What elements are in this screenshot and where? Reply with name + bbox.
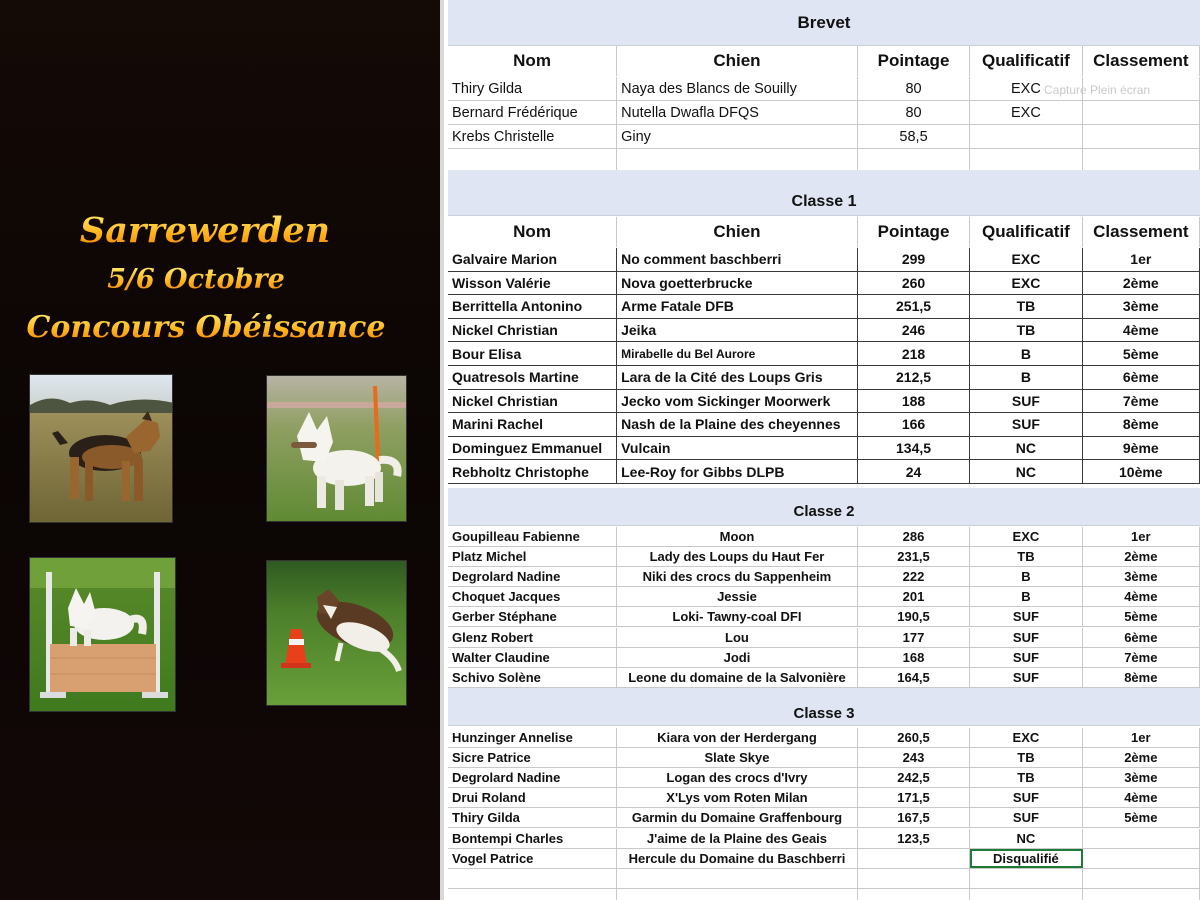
results-spreadsheet	[440, 0, 1200, 900]
cell-classement[interactable]: 4ème	[1083, 319, 1200, 342]
cell-classement[interactable]	[1083, 869, 1200, 888]
poster-subtitle: Concours Obéissance	[0, 310, 426, 345]
table-row	[448, 829, 1200, 849]
cell-qualificatif[interactable]: EXC	[970, 728, 1082, 747]
cell-qualificatif[interactable]: SUF	[970, 607, 1082, 626]
cell-qualificatif[interactable]: B	[970, 366, 1082, 389]
cell-pointage[interactable]: 167,5	[858, 808, 970, 827]
header-classement: Classement	[1083, 46, 1200, 76]
capture-ghost-text: Capture Plein écran	[1044, 83, 1151, 97]
cell-pointage[interactable]: 134,5	[858, 437, 970, 460]
cell-chien[interactable]: Logan des crocs d'Ivry	[617, 768, 858, 787]
table-row	[448, 390, 1200, 414]
cell-qualificatif[interactable]	[970, 125, 1082, 148]
cell-pointage[interactable]: 58,5	[858, 125, 970, 148]
cell-chien[interactable]: Garmin du Domaine Graffenbourg	[617, 808, 858, 827]
cell-pointage[interactable]: 123,5	[858, 829, 970, 848]
table-row	[448, 849, 1200, 869]
cell-qualificatif[interactable]: SUF	[970, 808, 1082, 827]
cell-pointage[interactable]: 164,5	[858, 668, 970, 687]
cell-chien[interactable]: Moon	[617, 527, 858, 546]
cell-nom[interactable]	[448, 889, 617, 900]
cell-qualificatif[interactable]: NC	[970, 460, 1082, 483]
cell-pointage[interactable]: 171,5	[858, 788, 970, 807]
table-row	[448, 567, 1200, 587]
section-title-brevet: Brevet	[797, 13, 851, 32]
cell-qualificatif[interactable]: EXC	[970, 77, 1082, 100]
cell-classement[interactable]: 5ème	[1083, 607, 1200, 626]
header-nom: Nom	[448, 46, 617, 76]
cell-chien[interactable]: Lara de la Cité des Loups Gris	[617, 366, 858, 389]
cell-chien[interactable]	[617, 869, 858, 888]
cell-pointage[interactable]: 80	[858, 77, 970, 100]
cell-pointage[interactable]	[858, 869, 970, 888]
cell-classement[interactable]	[1083, 829, 1200, 848]
cell-pointage[interactable]: 286	[858, 527, 970, 546]
cell-qualificatif[interactable]: TB	[970, 768, 1082, 787]
cell-nom[interactable]: Marini Rachel	[448, 413, 617, 436]
cell-classement[interactable]: 9ème	[1083, 437, 1200, 460]
cell-pointage[interactable]	[858, 889, 970, 900]
cell-classement[interactable]	[1083, 149, 1200, 172]
cell-nom[interactable]: Bernard Frédérique	[448, 101, 617, 124]
cell-nom[interactable]: Quatresols Martine	[448, 366, 617, 389]
cell-nom[interactable]: Gerber Stéphane	[448, 607, 617, 626]
cell-chien[interactable]: Mirabelle du Bel Aurore	[617, 342, 858, 365]
cell-qualificatif[interactable]	[970, 149, 1082, 172]
cell-nom[interactable]: Wisson Valérie	[448, 272, 617, 295]
header-chien: Chien	[617, 217, 858, 247]
airedale-photo	[29, 374, 173, 523]
cell-pointage[interactable]: 242,5	[858, 768, 970, 787]
cell-chien[interactable]: Lee-Roy for Gibbs DLPB	[617, 460, 858, 483]
cell-classement[interactable]: 2ème	[1083, 748, 1200, 767]
cell-chien[interactable]: Kiara von der Herdergang	[617, 728, 858, 747]
cell-nom[interactable]: Berrittella Antonino	[448, 295, 617, 318]
hurdle-jump-photo	[29, 557, 176, 712]
cell-chien[interactable]	[617, 149, 858, 172]
cell-classement[interactable]: 1er	[1083, 728, 1200, 747]
cell-nom[interactable]: Galvaire Marion	[448, 248, 617, 271]
cell-qualificatif[interactable]: EXC	[970, 101, 1082, 124]
cell-chien[interactable]: Slate Skye	[617, 748, 858, 767]
cell-classement[interactable]	[1083, 101, 1200, 124]
classe1-header-row	[448, 217, 1200, 247]
cell-pointage[interactable]: 212,5	[858, 366, 970, 389]
cell-qualificatif[interactable]: SUF	[970, 668, 1082, 687]
table-row	[448, 587, 1200, 607]
cell-nom[interactable]	[448, 869, 617, 888]
table-row	[448, 366, 1200, 390]
cell-classement[interactable]	[1083, 849, 1200, 868]
cell-qualificatif[interactable]: EXC	[970, 527, 1082, 546]
cell-classement[interactable]: 10ème	[1083, 460, 1200, 483]
table-row	[448, 648, 1200, 668]
cell-pointage[interactable]: 222	[858, 567, 970, 586]
section-title-classe2: Classe 2	[793, 503, 855, 520]
cell-classement[interactable]: 2ème	[1083, 272, 1200, 295]
table-row	[448, 748, 1200, 768]
cell-chien[interactable]: Arme Fatale DFB	[617, 295, 858, 318]
cell-pointage[interactable]: 177	[858, 628, 970, 647]
cell-pointage[interactable]: 190,5	[858, 607, 970, 626]
cell-qualificatif[interactable]: NC	[970, 829, 1082, 848]
cell-qualificatif[interactable]: EXC	[970, 272, 1082, 295]
cell-qualificatif[interactable]: TB	[970, 547, 1082, 566]
table-row	[448, 125, 1200, 149]
cell-qualificatif[interactable]: SUF	[970, 628, 1082, 647]
table-row	[448, 460, 1200, 484]
cell-nom[interactable]: Thiry Gilda	[448, 808, 617, 827]
cell-chien[interactable]: Leone du domaine de la Salvonière	[617, 668, 858, 687]
cell-chien[interactable]: Nash de la Plaine des cheyennes	[617, 413, 858, 436]
cell-chien[interactable]: Nova goetterbrucke	[617, 272, 858, 295]
cell-classement[interactable]: 4ème	[1083, 788, 1200, 807]
poster-title: Sarrewerden	[0, 210, 425, 251]
cell-pointage[interactable]	[858, 849, 970, 868]
cell-nom[interactable]: Bour Elisa	[448, 342, 617, 365]
cell-chien[interactable]: Niki des crocs du Sappenheim	[617, 567, 858, 586]
cell-chien[interactable]: Jodi	[617, 648, 858, 667]
cell-nom[interactable]: Rebholtz Christophe	[448, 460, 617, 483]
header-qualificatif: Qualificatif	[970, 46, 1082, 76]
cell-nom[interactable]	[448, 149, 617, 172]
cell-pointage[interactable]: 260,5	[858, 728, 970, 747]
cell-classement[interactable]: 4ème	[1083, 587, 1200, 606]
table-row	[448, 413, 1200, 437]
table-row	[448, 437, 1200, 461]
sheltie-photo	[266, 560, 407, 706]
cell-nom[interactable]: Glenz Robert	[448, 628, 617, 647]
cell-qualificatif[interactable]: EXC	[970, 248, 1082, 271]
cell-nom[interactable]: Schivo Solène	[448, 668, 617, 687]
table-row	[448, 248, 1200, 272]
cell-qualificatif[interactable]: B	[970, 587, 1082, 606]
table-row	[448, 768, 1200, 788]
table-row	[448, 527, 1200, 547]
cell-qualificatif[interactable]: NC	[970, 437, 1082, 460]
cell-pointage[interactable]: 80	[858, 101, 970, 124]
cell-chien[interactable]: No comment baschberri	[617, 248, 858, 271]
cell-qualificatif[interactable]: B	[970, 342, 1082, 365]
cell-chien[interactable]: X'Lys vom Roten Milan	[617, 788, 858, 807]
cell-qualificatif[interactable]	[970, 869, 1082, 888]
cell-pointage[interactable]: 246	[858, 319, 970, 342]
cell-classement[interactable]: 7ème	[1083, 390, 1200, 413]
cell-classement[interactable]: 8ème	[1083, 668, 1200, 687]
white-shepherd-photo	[266, 375, 407, 522]
cell-qualificatif[interactable]: SUF	[970, 788, 1082, 807]
cell-chien[interactable]: Nutella Dwafla DFQS	[617, 101, 858, 124]
cell-qualificatif[interactable]: SUF	[970, 413, 1082, 436]
cell-qualificatif[interactable]: SUF	[970, 648, 1082, 667]
cell-qualificatif[interactable]: TB	[970, 295, 1082, 318]
cell-nom[interactable]: Walter Claudine	[448, 648, 617, 667]
cell-nom[interactable]: Degrolard Nadine	[448, 768, 617, 787]
table-row	[448, 889, 1200, 900]
cell-pointage[interactable]: 260	[858, 272, 970, 295]
cell-classement[interactable]: 6ème	[1083, 366, 1200, 389]
cell-chien[interactable]: Vulcain	[617, 437, 858, 460]
cell-nom[interactable]: Drui Roland	[448, 788, 617, 807]
cell-chien[interactable]: Jessie	[617, 587, 858, 606]
cell-nom[interactable]: Choquet Jacques	[448, 587, 617, 606]
cell-pointage[interactable]: 299	[858, 248, 970, 271]
cell-chien[interactable]: Jecko vom Sickinger Moorwerk	[617, 390, 858, 413]
cell-nom[interactable]: Sicre Patrice	[448, 748, 617, 767]
table-row	[448, 319, 1200, 343]
table-row	[448, 808, 1200, 828]
cell-nom[interactable]: Platz Michel	[448, 547, 617, 566]
cell-nom[interactable]: Thiry Gilda	[448, 77, 617, 100]
cell-classement[interactable]	[1083, 125, 1200, 148]
cell-qualificatif[interactable]: TB	[970, 748, 1082, 767]
cell-chien[interactable]: Giny	[617, 125, 858, 148]
cell-chien[interactable]: Lou	[617, 628, 858, 647]
cell-qualificatif[interactable]	[970, 889, 1082, 900]
cell-pointage[interactable]: 24	[858, 460, 970, 483]
cell-nom[interactable]: Hunzinger Annelise	[448, 728, 617, 747]
cell-classement[interactable]: 7ème	[1083, 648, 1200, 667]
cell-classement[interactable]: 8ème	[1083, 413, 1200, 436]
cell-classement[interactable]: 3ème	[1083, 567, 1200, 586]
cell-classement[interactable]: 5ème	[1083, 342, 1200, 365]
cell-classement[interactable]: 1er	[1083, 248, 1200, 271]
cell-nom[interactable]: Goupilleau Fabienne	[448, 527, 617, 546]
cell-classement[interactable]: 6ème	[1083, 628, 1200, 647]
cell-pointage[interactable]: 166	[858, 413, 970, 436]
header-chien: Chien	[617, 46, 858, 76]
cell-chien[interactable]	[617, 889, 858, 900]
cell-pointage[interactable]: 231,5	[858, 547, 970, 566]
table-row	[448, 272, 1200, 296]
cell-qualificatif[interactable]: B	[970, 567, 1082, 586]
table-row	[448, 101, 1200, 125]
cell-chien[interactable]: Loki- Tawny-coal DFI	[617, 607, 858, 626]
cell-pointage[interactable]: 188	[858, 390, 970, 413]
poster-date: 5/6 Octobre	[0, 264, 416, 295]
cell-nom[interactable]: Krebs Christelle	[448, 125, 617, 148]
cell-nom[interactable]: Dominguez Emmanuel	[448, 437, 617, 460]
cell-chien[interactable]: Naya des Blancs de Souilly	[617, 77, 858, 100]
cell-chien[interactable]: Lady des Loups du Haut Fer	[617, 547, 858, 566]
cell-classement[interactable]	[1083, 889, 1200, 900]
table-row	[448, 295, 1200, 319]
cell-qualificatif[interactable]: TB	[970, 319, 1082, 342]
table-row	[448, 668, 1200, 688]
cell-nom[interactable]: Nickel Christian	[448, 319, 617, 342]
table-row	[448, 788, 1200, 808]
section-title-classe3: Classe 3	[793, 705, 855, 722]
header-pointage: Pointage	[858, 217, 970, 247]
cell-pointage[interactable]: 251,5	[858, 295, 970, 318]
header-qualificatif: Qualificatif	[970, 217, 1082, 247]
section-title-classe1: Classe 1	[791, 193, 857, 210]
header-pointage: Pointage	[858, 46, 970, 76]
cell-chien[interactable]: Hercule du Domaine du Baschberri	[617, 849, 858, 868]
cell-nom[interactable]: Degrolard Nadine	[448, 567, 617, 586]
cell-classement[interactable]: 3ème	[1083, 295, 1200, 318]
cell-classement[interactable]: 3ème	[1083, 768, 1200, 787]
cell-pointage[interactable]: 218	[858, 342, 970, 365]
cell-pointage[interactable]: 168	[858, 648, 970, 667]
table-row	[448, 728, 1200, 748]
poster-panel	[0, 0, 440, 900]
header-nom: Nom	[448, 217, 617, 247]
cell-chien[interactable]: J'aime de la Plaine des Geais	[617, 829, 858, 848]
cell-classement[interactable]: 1er	[1083, 527, 1200, 546]
cell-qualificatif[interactable]: SUF	[970, 390, 1082, 413]
cell-pointage[interactable]: 201	[858, 587, 970, 606]
cell-chien[interactable]: Jeika	[617, 319, 858, 342]
table-row	[448, 342, 1200, 366]
cell-nom[interactable]: Bontempi Charles	[448, 829, 617, 848]
cell-pointage[interactable]: 243	[858, 748, 970, 767]
header-classement: Classement	[1083, 217, 1200, 247]
cell-nom[interactable]: Vogel Patrice	[448, 849, 617, 868]
table-row	[448, 628, 1200, 648]
cell-classement[interactable]: 5ème	[1083, 808, 1200, 827]
table-row	[448, 607, 1200, 627]
table-row	[448, 547, 1200, 567]
cell-qualificatif[interactable]: Disqualifié	[970, 849, 1082, 868]
table-row	[448, 869, 1200, 889]
cell-pointage[interactable]	[858, 149, 970, 172]
cell-nom[interactable]: Nickel Christian	[448, 390, 617, 413]
brevet-header-row	[448, 46, 1200, 76]
cell-classement[interactable]: 2ème	[1083, 547, 1200, 566]
